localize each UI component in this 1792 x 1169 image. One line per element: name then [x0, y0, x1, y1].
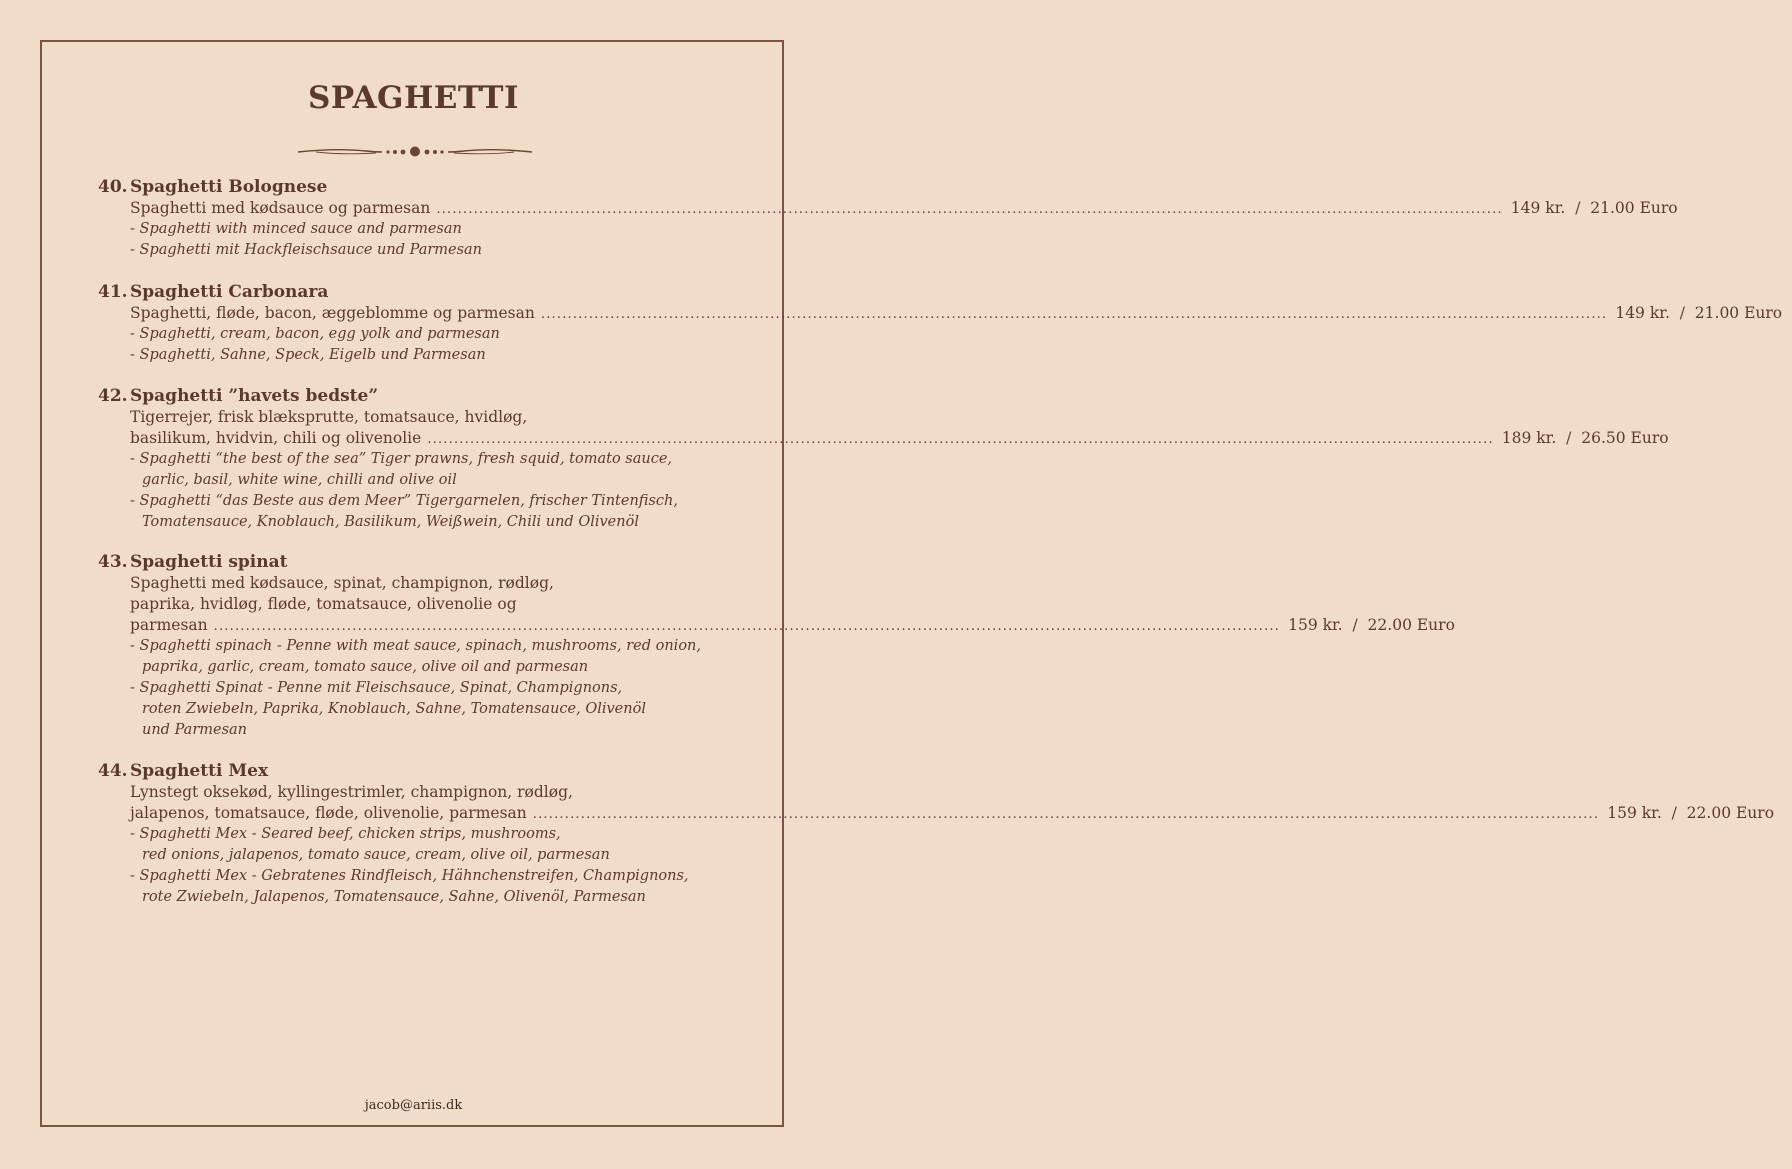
- menu-item-price: 189 kr. / 26.50 Euro: [1501, 429, 1669, 447]
- menu-item-description: Spaghetti med kødsauce og parmesan ........................................................................................................................................................................................................ 149 kr. / 21.00 Euro: [130, 198, 738, 219]
- menu-item-translation: - Spaghetti Mex - Gebratenes Rindfleisch, Hähnchenstreifen, Champignons,: [130, 868, 689, 884]
- menu-item: [98, 760, 1775, 908]
- menu-item-translation: - Spaghetti mit Hackfleischsauce und Parmesan: [130, 242, 483, 258]
- menu-item-translation: - Spaghetti Spinat - Penne mit Fleischsauce, Spinat, Champignons,: [130, 680, 623, 696]
- menu-item-description: Spaghetti med kødsauce, spinat, champignon, rødløg,: [130, 574, 554, 592]
- menu-item-translation: roten Zwiebeln, Paprika, Knoblauch, Sahne, Tomatensauce, Olivenöl: [142, 701, 646, 717]
- footer-email: jacob@ariis.dk: [364, 1098, 463, 1113]
- menu-item-name: Spaghetti Mex: [130, 761, 269, 781]
- dot-leader: ........................................................................................................................................................................................................: [436, 202, 1503, 217]
- menu-item-number: 42.: [98, 386, 128, 406]
- menu-item: [98, 385, 1669, 533]
- menu-item-translation: - Spaghetti “das Beste aus dem Meer” Tigergarnelen, frischer Tintenfisch,: [130, 493, 678, 509]
- menu-item-translation: - Spaghetti “the best of the sea” Tiger prawns, fresh squid, tomato sauce,: [130, 451, 673, 467]
- menu-item-title: [98, 176, 738, 198]
- menu-item-description: Tigerrejer, frisk blæksprutte, tomatsauce, hvidløg,: [130, 408, 528, 426]
- menu-item-title: [98, 281, 738, 303]
- menu-item-translation: Tomatensauce, Knoblauch, Basilikum, Weißwein, Chili und Olivenöl: [142, 514, 639, 530]
- menu-item-translation: und Parmesan: [142, 722, 248, 738]
- menu-item-description: paprika, hvidløg, fløde, tomatsauce, olivenolie og: [130, 595, 517, 613]
- menu-item-number: 44.: [98, 761, 128, 781]
- menu-item-translation: rote Zwiebeln, Jalapenos, Tomatensauce, Sahne, Olivenöl, Parmesan: [142, 889, 646, 905]
- menu-item-number: 43.: [98, 552, 128, 572]
- menu-item-translation: red onions, jalapenos, tomato sauce, cream, olive oil, parmesan: [142, 847, 610, 863]
- menu-item-number: 40.: [98, 177, 128, 197]
- menu-item-name: Spaghetti Carbonara: [130, 282, 329, 302]
- menu-item-translation: - Spaghetti spinach - Penne with meat sauce, spinach, mushrooms, red onion,: [130, 638, 702, 654]
- menu-item: [98, 551, 1455, 741]
- menu-item-price: 149 kr. / 21.00 Euro: [1615, 304, 1783, 322]
- menu-item-number: 41.: [98, 282, 128, 302]
- menu-item-description: jalapenos, tomatsauce, fløde, olivenolie, parmesan ........................................................................................................................................................................................................ 159 kr. / 22.00 Euro: [130, 803, 738, 824]
- dot-leader: ........................................................................................................................................................................................................: [532, 807, 1600, 822]
- menu-item-description: Lynstegt oksekød, kyllingestrimler, champignon, rødløg,: [130, 783, 573, 801]
- menu-item-description: Spaghetti, fløde, bacon, æggeblomme og parmesan ........................................................................................................................................................................................................ 149 kr. / 21.00 Euro: [130, 303, 738, 324]
- dot-leader: ........................................................................................................................................................................................................: [427, 432, 1494, 447]
- menu-item-name: Spaghetti spinat: [130, 552, 288, 572]
- menu-item-translation: paprika, garlic, cream, tomato sauce, olive oil and parmesan: [142, 659, 589, 675]
- page-title: SPAGHETTI: [308, 80, 519, 116]
- menu-item-description: parmesan ........................................................................................................................................................................................................ 159 kr. / 22.00 Euro: [130, 615, 738, 636]
- divider-ornament-icon: [296, 143, 534, 161]
- menu-item-price: 159 kr. / 22.00 Euro: [1288, 616, 1455, 634]
- menu-item: [98, 281, 1783, 366]
- menu-item-translation: - Spaghetti, cream, bacon, egg yolk and parmesan: [130, 326, 500, 342]
- menu-item-translation: - Spaghetti Mex - Seared beef, chicken strips, mushrooms,: [130, 826, 561, 842]
- menu-item-description: basilikum, hvidvin, chili og olivenolie ........................................................................................................................................................................................................ 189 kr. / 26.50 Euro: [130, 428, 738, 449]
- menu-item: [98, 176, 1678, 261]
- menu-item-title: [98, 385, 738, 407]
- menu-item-title: [98, 551, 738, 573]
- menu-item-title: [98, 760, 738, 782]
- dot-leader: ........................................................................................................................................................................................................: [213, 619, 1281, 634]
- menu-item-translation: - Spaghetti with minced sauce and parmesan: [130, 221, 462, 237]
- menu-item-name: Spaghetti Bolognese: [130, 177, 328, 197]
- menu-item-translation: - Spaghetti, Sahne, Speck, Eigelb und Parmesan: [130, 347, 486, 363]
- menu-item-name: Spaghetti ”havets bedste”: [130, 386, 379, 406]
- menu-item-price: 159 kr. / 22.00 Euro: [1607, 804, 1775, 822]
- menu-item-translation: garlic, basil, white wine, chilli and olive oil: [142, 472, 457, 488]
- dot-leader: ........................................................................................................................................................................................................: [540, 307, 1608, 322]
- menu-item-price: 149 kr. / 21.00 Euro: [1510, 199, 1678, 217]
